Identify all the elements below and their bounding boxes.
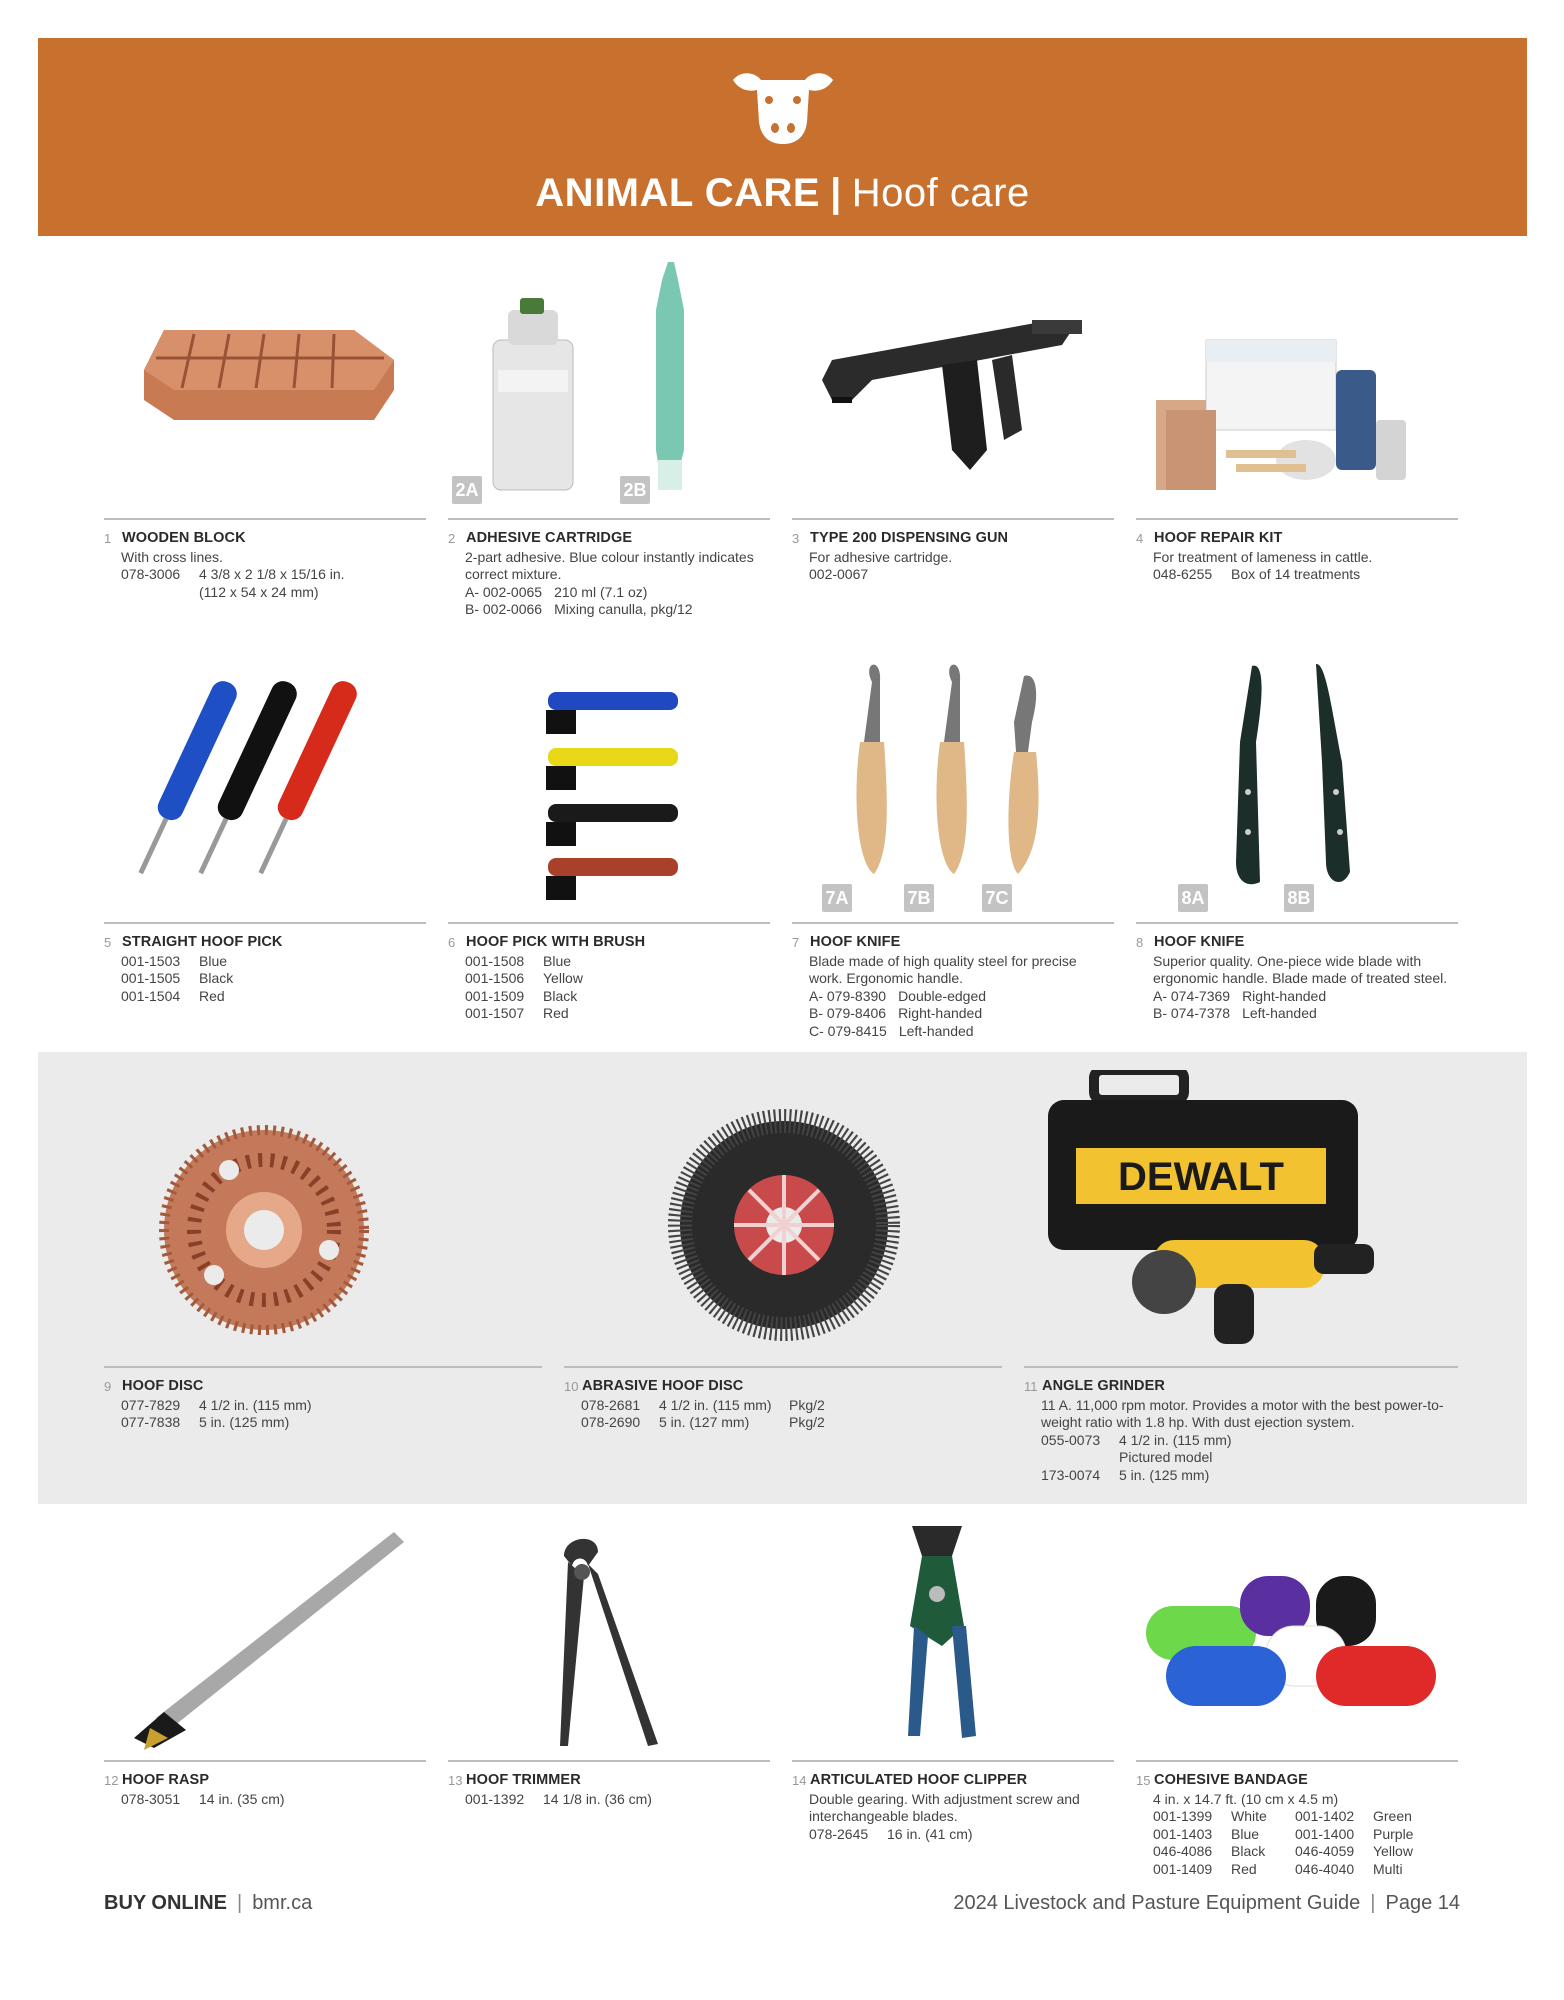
item-spec: White: [1231, 1808, 1267, 1824]
item-spec: Blue: [543, 952, 572, 969]
item-code: 001-1507: [465, 1005, 525, 1021]
item-name: HOOF TRIMMER: [466, 1772, 581, 1788]
buy-online-label: BUY ONLINE: [104, 1892, 227, 1914]
footer-separator: |: [236, 1892, 243, 1914]
item-description: Superior quality. One-piece wide blade with ergonomic handle. Blade made of treated steel.: [1153, 952, 1448, 986]
item-description: Double gearing. With adjustment screw and interchangeable blades.: [809, 1790, 1080, 1824]
item-description: With cross lines.: [121, 548, 223, 565]
item-code: 001-1509: [465, 987, 525, 1004]
brand-logo: DEWALT: [1118, 1155, 1284, 1199]
item-spec: Black: [543, 987, 578, 1004]
item-number: 6: [448, 935, 456, 950]
item-code: [121, 584, 187, 602]
item-code: 001-1400: [1295, 1825, 1355, 1842]
item-code: 001-1505: [121, 970, 181, 986]
item-number: 10: [564, 1379, 579, 1394]
item-code: 001-1402: [1295, 1808, 1355, 1824]
page-title: [38, 169, 1527, 217]
item-code: A- 074-7369: [1153, 987, 1231, 1004]
variant-badge: 7A: [822, 884, 852, 912]
section-banner: [38, 38, 1527, 236]
page-number: Page 14: [1385, 1892, 1460, 1914]
item-name: HOOF KNIFE: [810, 934, 901, 950]
item-number: 15: [1136, 1773, 1151, 1788]
item-code: 001-1504: [121, 987, 181, 1004]
item-code: B- 002-0066: [465, 601, 543, 617]
item-code: 002-0067: [809, 566, 869, 582]
item-description: 11 A. 11,000 rpm motor. Provides a motor with the best power-to-weight ratio with 1.8 hp. With dust ejection system.: [1041, 1396, 1444, 1430]
item-spec: Black: [199, 970, 234, 986]
product-image: [448, 250, 770, 510]
title-subcategory: Hoof care: [851, 171, 1030, 215]
product-cohesive-bandage: [1136, 1516, 1458, 1877]
page-footer: [104, 1892, 1460, 1920]
item-number: 5: [104, 935, 112, 950]
item-spec: 210 ml (7.1 oz): [554, 583, 648, 600]
guide-title: 2024 Livestock and Pasture Equipment Guide: [953, 1892, 1361, 1914]
product-image: [792, 1516, 1114, 1752]
item-spec: Double-edged: [898, 987, 987, 1004]
item-spec: Right-handed: [898, 1005, 983, 1021]
item-spec: 5 in. (125 mm): [1119, 1466, 1210, 1483]
item-code: 055-0073: [1041, 1431, 1101, 1448]
variant-badge: 8B: [1284, 884, 1314, 912]
product-hoof-rasp: [104, 1516, 426, 1856]
item-code: 173-0074: [1041, 1466, 1101, 1483]
item-code: 046-4040: [1295, 1860, 1355, 1877]
product-hoof-knife-8: [1136, 652, 1458, 1052]
product-image: [1136, 250, 1458, 510]
product-adhesive-cartridge: [448, 250, 770, 630]
item-name: ABRASIVE HOOF DISC: [582, 1378, 744, 1394]
item-spec: Multi: [1373, 1860, 1403, 1877]
item-spec: Yellow: [1373, 1843, 1413, 1859]
product-straight-hoof-pick: [104, 652, 426, 1052]
item-spec: 4 1/2 in. (115 mm): [199, 1396, 312, 1413]
item-description: 2-part adhesive. Blue colour instantly indicates correct mixture.: [465, 548, 754, 582]
product-image: [1136, 1516, 1458, 1752]
product-hoof-repair-kit: [1136, 250, 1458, 630]
item-spec: (112 x 54 x 24 mm): [199, 583, 319, 600]
item-code: 001-1508: [465, 952, 525, 969]
item-spec: 5 in. (125 mm): [199, 1414, 290, 1430]
item-number: 14: [792, 1773, 807, 1788]
product-wooden-block: [104, 250, 426, 630]
item-name: COHESIVE BANDAGE: [1154, 1772, 1308, 1788]
item-number: 13: [448, 1773, 463, 1788]
item-description: For treatment of lameness in cattle.: [1153, 548, 1373, 565]
variant-badge: 7B: [904, 884, 934, 912]
variant-badge: 2A: [452, 476, 482, 504]
product-hoof-disc: [104, 1070, 542, 1490]
variant-badge: 7C: [982, 884, 1012, 912]
item-name: HOOF DISC: [122, 1378, 204, 1394]
item-code: 078-2690: [581, 1414, 641, 1430]
product-image: [104, 1070, 542, 1360]
item-code: A- 079-8390: [809, 987, 887, 1004]
item-spec: Yellow: [543, 970, 583, 986]
item-name: ANGLE GRINDER: [1042, 1378, 1165, 1394]
item-number: 3: [792, 531, 800, 546]
cow-head-icon: [727, 62, 839, 146]
variant-badge: 2B: [620, 476, 650, 504]
item-spec: 14 1/8 in. (36 cm): [543, 1790, 652, 1807]
item-spec: Purple: [1373, 1825, 1414, 1842]
item-number: 11: [1024, 1379, 1038, 1394]
item-spec: Right-handed: [1242, 987, 1327, 1004]
item-number: 9: [104, 1379, 112, 1394]
item-code: 046-4086: [1153, 1843, 1213, 1859]
item-spec: Red: [1231, 1860, 1257, 1877]
item-code: 001-1503: [121, 952, 181, 969]
item-number: 7: [792, 935, 800, 950]
website-link[interactable]: bmr.ca: [252, 1892, 313, 1914]
item-code: 078-2645: [809, 1825, 869, 1842]
item-code: 001-1409: [1153, 1860, 1213, 1877]
item-spec: 4 1/2 in. (115 mm): [659, 1396, 772, 1413]
item-name: ADHESIVE CARTRIDGE: [466, 530, 633, 546]
item-code: 001-1399: [1153, 1808, 1213, 1824]
item-spec: 4 1/2 in. (115 mm): [1119, 1431, 1232, 1448]
item-spec: 4 3/8 x 2 1/8 x 15/16 in.: [199, 566, 345, 582]
item-spec: Blue: [1231, 1825, 1260, 1842]
item-name: HOOF PICK WITH BRUSH: [466, 934, 646, 950]
product-image: [1024, 1070, 1458, 1360]
item-code: 001-1403: [1153, 1825, 1213, 1842]
product-image: [792, 250, 1114, 510]
item-code: 001-1392: [465, 1790, 525, 1807]
product-image: [448, 1516, 770, 1752]
item-name: HOOF REPAIR KIT: [1154, 530, 1283, 546]
product-hoof-pick-brush: [448, 652, 770, 1052]
product-image: [1136, 652, 1458, 914]
product-image: [448, 652, 770, 914]
item-pack: Pkg/2: [789, 1396, 825, 1413]
item-spec: Box of 14 treatments: [1231, 566, 1361, 582]
product-hoof-trimmer: [448, 1516, 770, 1856]
item-spec: Left-handed: [1242, 1005, 1317, 1021]
item-code: 046-4059: [1295, 1843, 1355, 1859]
item-number: 12: [104, 1773, 119, 1788]
item-code: 001-1506: [465, 970, 525, 986]
item-spec: Pictured model: [1119, 1449, 1213, 1465]
item-name: ARTICULATED HOOF CLIPPER: [810, 1772, 1028, 1788]
product-image: [104, 250, 426, 510]
item-spec: Left-handed: [898, 1022, 974, 1039]
item-name: TYPE 200 DISPENSING GUN: [810, 530, 1009, 546]
item-description: Blade made of high quality steel for precise work. Ergonomic handle.: [809, 952, 1077, 986]
item-number: 1: [104, 531, 112, 546]
item-spec: Red: [199, 987, 225, 1004]
product-image: [564, 1070, 1002, 1360]
product-image: [104, 652, 426, 914]
item-name: HOOF RASP: [122, 1772, 210, 1788]
item-description: 4 in. x 14.7 ft. (10 cm x 4.5 m): [1153, 1790, 1339, 1807]
item-number: 2: [448, 531, 456, 546]
item-number: 8: [1136, 935, 1144, 950]
item-code: 048-6255: [1153, 566, 1213, 582]
item-code: B- 079-8406: [809, 1005, 887, 1021]
item-number: 4: [1136, 531, 1144, 546]
product-articulated-hoof-clipper: [792, 1516, 1114, 1856]
item-spec: 16 in. (41 cm): [887, 1825, 973, 1842]
item-code: 078-3006: [121, 566, 181, 582]
product-image: [792, 652, 1114, 914]
item-name: HOOF KNIFE: [1154, 934, 1245, 950]
item-spec: Black: [1231, 1843, 1266, 1859]
item-code: [1041, 1449, 1107, 1467]
product-angle-grinder: [1024, 1070, 1458, 1500]
item-name: STRAIGHT HOOF PICK: [122, 934, 283, 950]
item-code: 077-7829: [121, 1396, 181, 1413]
variant-badge: 8A: [1178, 884, 1208, 912]
item-code: 077-7838: [121, 1414, 181, 1430]
item-spec: Mixing canulla, pkg/12: [554, 601, 693, 617]
item-spec: Red: [543, 1005, 569, 1021]
product-abrasive-hoof-disc: [564, 1070, 1002, 1490]
item-spec: 5 in. (127 mm): [659, 1414, 750, 1430]
item-code: 078-3051: [121, 1790, 181, 1807]
item-code: B- 074-7378: [1153, 1005, 1231, 1021]
product-image: [104, 1516, 426, 1752]
title-separator: |: [830, 171, 842, 215]
item-description: For adhesive cartridge.: [809, 548, 953, 565]
item-spec: 14 in. (35 cm): [199, 1790, 285, 1807]
item-code: C- 079-8415: [809, 1022, 887, 1039]
item-spec: Blue: [199, 952, 228, 969]
item-code: A- 002-0065: [465, 583, 543, 600]
product-hoof-knife-7: [792, 652, 1114, 1052]
item-spec: Green: [1373, 1808, 1412, 1824]
item-name: WOODEN BLOCK: [122, 530, 246, 546]
title-category: ANIMAL CARE: [535, 171, 821, 215]
item-code: 078-2681: [581, 1396, 641, 1413]
product-dispensing-gun: [792, 250, 1114, 630]
item-pack: Pkg/2: [789, 1414, 825, 1430]
footer-separator: |: [1370, 1892, 1376, 1914]
